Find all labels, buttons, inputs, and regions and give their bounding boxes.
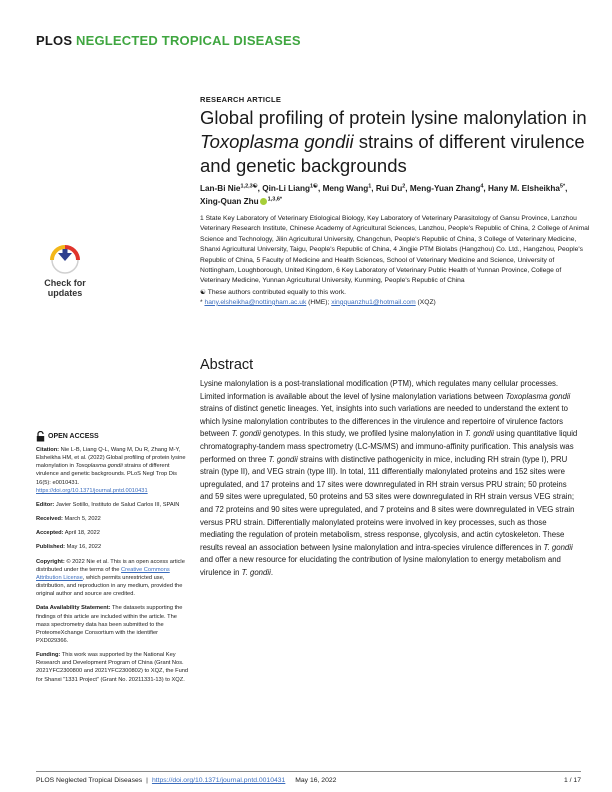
equal-contribution-note: ☯ These authors contributed equally to this work. <box>200 289 347 296</box>
open-access-label <box>36 431 99 442</box>
title-species: Toxoplasma gondii <box>200 131 354 152</box>
article-title <box>200 106 590 178</box>
contributor-notes <box>200 288 592 308</box>
footer-divider <box>36 771 581 772</box>
open-lock-icon <box>36 431 45 442</box>
editor: Editor: Javier Sotillo, Instituto de Salud Carlos III, SPAIN <box>36 501 180 508</box>
author[interactable]: Meng Wang$^1$ <box>322 183 372 193</box>
footer-journal: PLOS Neglected Tropical Diseases <box>36 777 143 784</box>
citation: Citation: Nie L-B, Liang Q-L, Wang M, Du R, Zhang M-Y, Elsheikha HM, et al. (2022) Global profiling of protein lysine malonylation in Toxoplasma gondii strains of different virulence and genetic backgrounds. PLoS Negl Trop Dis 16(5): e0010431. https://doi.org/10.1371/journal.pntd.0010431 <box>36 447 186 494</box>
footer-doi-link[interactable]: https://doi.org/10.1371/journal.pntd.0010431 <box>151 777 286 784</box>
published-date: Published: May 16, 2022 <box>36 544 102 551</box>
article-type: RESEARCH ARTICLE <box>200 95 282 104</box>
orcid-icon[interactable] <box>260 198 267 205</box>
svg-text:updates: updates <box>47 288 83 298</box>
author[interactable]: Lan-Bi Nie$^{1,2,3☯}$ <box>200 183 258 193</box>
author-list: Lan-Bi Nie$^{1,2,3☯}$, Qin-Li Liang$^{1☯}$, Meng Wang$^1$, Rui Du$^2$, Meng-Yuan Zhang$^4$, Hany M. Elsheikha$^{5*}$, Xing-Quan Zhu $^{1,3,6*}$ <box>200 183 568 206</box>
journal-name: NEGLECTED TROPICAL DISEASES <box>76 33 301 48</box>
svg-text:Check for: Check for <box>44 278 86 288</box>
received-date: Received: March 5, 2022 <box>36 516 101 523</box>
journal-plos-label: PLOS <box>36 33 73 48</box>
abstract-body: Lysine malonylation is a post-translational modification (PTM), which regulates many cellular processes. Limited information is available about the level of lysine malonylation variations between Toxoplasma gondii strains of distinct genetic lineages. Yet, insights into such variations are needed to understand the extent to which lysine malonylation contributes to the differences in the virulence and repertoire of virulence factors between T. gondii genotypes. In this study, we profiled lysine malonylation in T. gondii using quantitative liquid chromatography-tandem mass spectrometry (LC-MS/MS) and immuno-affinity purification. This analysis was performed on three T. gondii strains with distinctive pathogenicity in mice, including RH strain (type I), PRU strain (type II), and VEG strain (type III). In total, 111 differentially malonylated proteins and 152 sites were upregulated, and 17 proteins and 17 sites were downregulated in RH strain versus PRU strain; 50 proteins and 59 sites were upregulated, 50 proteins and 53 sites were downregulated in RH strain versus VEG strain; and 72 proteins and 90 sites were upregulated, and 7 proteins and 8 sites were downregulated in VEG strain versus PRU strain. Differentially malonylated proteins were involved in key processes, such as those mediating the regulation of protein metabolism, stress response, glycolysis, and actin cytoskeleton. These results reveal an association between lysine malonylation and intra-species virulence differences in T. gondii and offer a new resource for elucidating the contribution of lysine malonylation to energy metabolism and virulence in T. gondii. <box>200 379 578 577</box>
doi-link[interactable]: https://doi.org/10.1371/journal.pntd.0010431 <box>36 487 148 494</box>
title-text-1: Global profiling of protein lysine malonylation in <box>200 107 587 128</box>
page-number: 1 / 17 <box>563 777 581 784</box>
title-text-2: strains of different virulence and genetic backgrounds <box>200 131 585 176</box>
author[interactable]: Hany M. Elsheikha$^{5*}$ <box>487 183 566 193</box>
email-link[interactable]: xingquanzhu1@hotmail.com <box>331 298 416 306</box>
open-access-text: OPEN ACCESS <box>48 433 99 440</box>
correspondence-note: * hany.elsheikha@nottingham.ac.uk (HME); xingquanzhu1@hotmail.com (XQZ) <box>200 298 436 306</box>
check-for-updates-icon <box>36 243 94 301</box>
author[interactable]: Qin-Li Liang$^{1☯}$ <box>262 183 318 193</box>
author[interactable]: Meng-Yuan Zhang$^4$ <box>409 183 484 193</box>
journal-header <box>36 33 301 48</box>
accepted-date: Accepted: April 18, 2022 <box>36 530 100 537</box>
check-for-updates-badge[interactable] <box>36 243 94 301</box>
license-link[interactable]: Creative Commons Attribution License <box>36 566 170 581</box>
funding: Funding: This work was supported by the National Key Research and Development Program of China (Grant Nos. 2021YFC2300800 and 2021YFC2300802) to XQZ, the Fund for Shanxi “1331 Project” (Grant No. 20211331-13) to XQZ. <box>36 652 189 683</box>
page-footer <box>36 777 581 784</box>
copyright: Copyright: © 2022 Nie et al. This is an open access article distributed under the terms of the Creative Commons Attribution License, which permits unrestricted use, distribution, and reproduction in any medium, provided the original author and source are credited. <box>36 558 185 598</box>
footer-citation: PLOS Neglected Tropical Diseases | https://doi.org/10.1371/journal.pntd.0010431 May 16, 2022 <box>36 777 337 784</box>
abstract-heading: Abstract <box>200 357 254 373</box>
affiliations <box>200 214 592 287</box>
footer-date: May 16, 2022 <box>295 777 337 784</box>
data-availability: Data Availability Statement: The datasets supporting the findings of this article are included within the article. The mass spectrometry data has been submitted to the ProteomeXchange Consortium with the identifier PXD029366. <box>36 605 183 644</box>
article-metadata-sidebar <box>36 446 190 690</box>
affiliations-text: 1 State Key Laboratory of Veterinary Etiological Biology, Key Laboratory of Veterinary Parasitology of Gansu Province, Lanzhou Veterinary Research Institute, Chinese Academy of Agricultural Sciences, Lanzhou, People's Republic of China, 2 College of Animal Science and Technology, Jilin Agricultural University, Changchun, People's Republic of China, 3 College of Veterinary Medicine, Shanxi Agricultural University, Taigu, People's Republic of China, 4 Jingjie PTM Biolabs (Hangzhou) Co. Ltd., Hangzhou, People's Republic of China, 5 Faculty of Medicine and Health Sciences, School of Veterinary Medicine and Science, University of Nottingham, Loughborough, United Kingdom, 6 Key Laboratory of Veterinary Public Health of Yunnan Province, College of Veterinary Medicine, Yunnan Agricultural University, Kunming, People's Republic of China <box>200 215 590 285</box>
email-link[interactable]: hany.elsheikha@nottingham.ac.uk <box>204 298 307 306</box>
author[interactable]: Rui Du$^2$ <box>375 183 406 193</box>
author[interactable]: Xing-Quan Zhu $^{1,3,6*}$ <box>200 195 283 206</box>
